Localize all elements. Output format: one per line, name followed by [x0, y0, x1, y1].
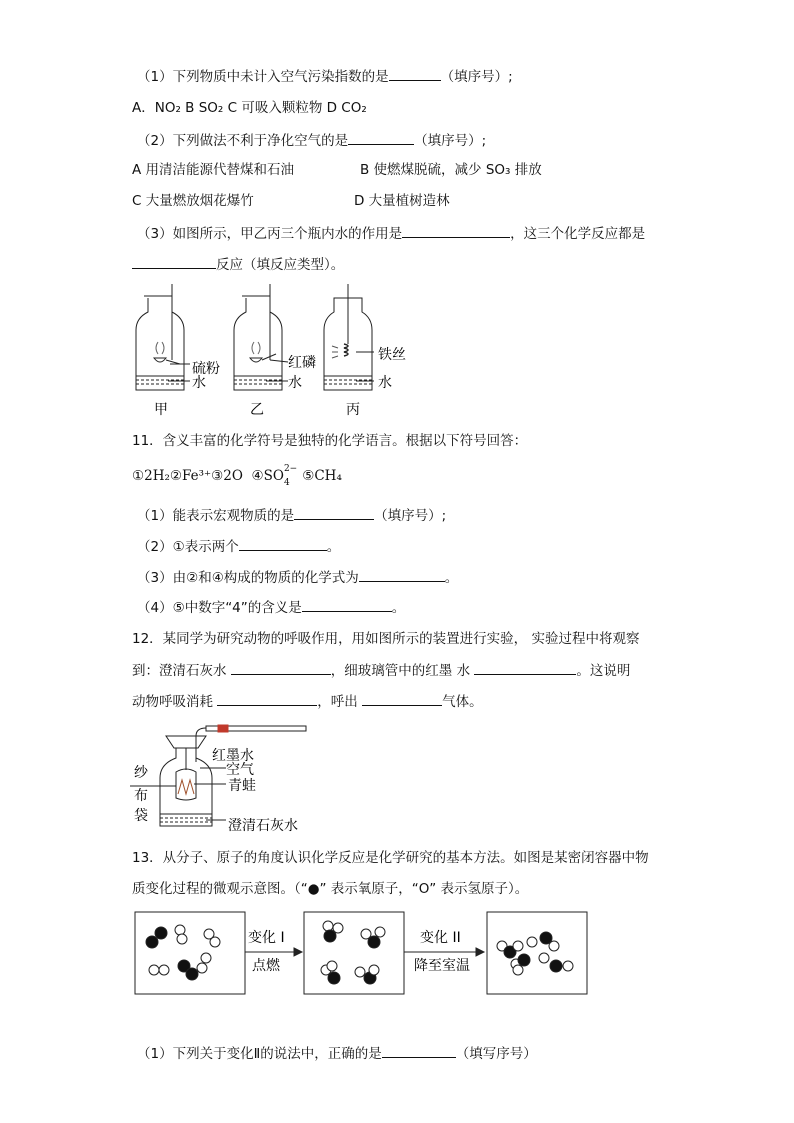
- answer-blank[interactable]: [294, 505, 374, 520]
- q12-line2: 到：澄清石灰水 ，细玻璃管中的红墨 水 。这说明: [132, 660, 630, 681]
- q13-part1: （1）下列关于变化Ⅱ的说法中，正确的是 （填写序号）: [137, 1043, 537, 1064]
- jar-yi-substance: 红磷: [288, 355, 316, 371]
- answer-blank[interactable]: [231, 660, 331, 675]
- red-ink-label: 红墨水: [212, 748, 254, 764]
- q13-line2: 质变化过程的微观示意图。（“●” 表示氧原子，“O” 表示氢原子）。: [132, 881, 529, 897]
- q11-part3: （3）由②和④构成的物质的化学式为 。: [137, 567, 458, 588]
- q11-symbols: ①2H₂②Fe³⁺③2O ④SO 2− 4 ⑤CH₄: [132, 464, 342, 488]
- q10-part3-cont: 反应（填反应类型）。: [132, 254, 344, 275]
- q10-option-b: B 使燃煤脱硫，减少 SO₃ 排放: [360, 162, 542, 178]
- q10-option-d: D 大量植树造林: [354, 193, 450, 209]
- gauze-label-1: 纱: [134, 765, 148, 781]
- answer-blank[interactable]: [302, 597, 392, 612]
- answer-blank[interactable]: [474, 660, 576, 675]
- box-after-change1: [304, 912, 404, 994]
- answer-blank[interactable]: [402, 223, 510, 238]
- box-before: [135, 912, 245, 994]
- q10-part3: （3）如图所示，甲乙丙三个瓶内水的作用是 ，这三个化学反应都是: [137, 223, 645, 244]
- jar-bing-water: 水: [378, 375, 392, 391]
- jar-yi-label: 乙: [250, 402, 264, 418]
- change1-condition: 点燃: [252, 958, 280, 974]
- q11-part2: （2）①表示两个 。: [137, 536, 340, 557]
- jar-bing: [324, 284, 374, 390]
- frog-respiration-figure: [130, 722, 320, 838]
- q13-line1: 13．从分子、原子的角度认识化学反应是化学研究的基本方法。如图是某密闭容器中物: [132, 850, 649, 866]
- change2-label: 变化 II: [420, 930, 461, 946]
- q11-intro: 11．含义丰富的化学符号是独特的化学语言。根据以下符号回答：: [132, 433, 528, 449]
- jar-bing-substance: 铁丝: [378, 347, 406, 363]
- q12-line1: 12．某同学为研究动物的呼吸作用，用如图所示的装置进行实验， 实验过程中将观察: [132, 631, 640, 647]
- answer-blank[interactable]: [359, 567, 445, 582]
- combustion-jars-figure: [128, 284, 418, 420]
- answer-blank[interactable]: [382, 1043, 456, 1058]
- change2-condition: 降至室温: [414, 958, 470, 974]
- gauze-label-2: 布: [134, 788, 148, 804]
- q10-option-c: C 大量燃放烟花爆竹: [132, 193, 254, 209]
- q10-part1-options: A．NO₂ B SO₂ C 可吸入颗粒物 D CO₂: [132, 100, 367, 116]
- q12-line3: 动物呼吸消耗 ，呼出 气体。: [132, 691, 483, 712]
- frog-label: 青蛙: [228, 778, 256, 794]
- jar-jia-label: 甲: [154, 402, 168, 418]
- answer-blank[interactable]: [239, 536, 327, 551]
- box-after-change2: [487, 912, 587, 994]
- answer-blank[interactable]: [217, 691, 317, 706]
- answer-blank[interactable]: [362, 691, 442, 706]
- jar-jia-water: 水: [192, 375, 206, 391]
- molecule-change-diagram: [132, 908, 592, 998]
- answer-blank[interactable]: [389, 66, 441, 81]
- answer-blank[interactable]: [132, 254, 216, 269]
- jar-jia-substance: 硫粉: [192, 361, 220, 377]
- jar-yi: [234, 284, 288, 390]
- air-label: 空气: [226, 762, 254, 778]
- red-ink-drop: [218, 725, 228, 732]
- limewater-label: 澄清石灰水: [228, 818, 298, 834]
- q10-part2: （2）下列做法不利于净化空气的是 （填序号）;: [137, 130, 486, 151]
- answer-blank[interactable]: [348, 130, 414, 145]
- q11-part4: （4）⑤中数字“4”的含义是 。: [137, 597, 405, 618]
- rubber-stopper: [166, 736, 206, 748]
- q10-option-a: A 用清洁能源代替煤和石油: [132, 162, 295, 178]
- q11-part1: （1）能表示宏观物质的是 （填序号）;: [137, 505, 446, 526]
- jar-bing-label: 丙: [346, 402, 360, 418]
- jar-jia: [136, 284, 190, 390]
- jar-yi-water: 水: [288, 375, 302, 391]
- change1-label: 变化 I: [248, 930, 285, 946]
- gauze-label-3: 袋: [134, 808, 148, 824]
- q10-part1: （1）下列物质中未计入空气污染指数的是 （填序号）;: [137, 66, 513, 87]
